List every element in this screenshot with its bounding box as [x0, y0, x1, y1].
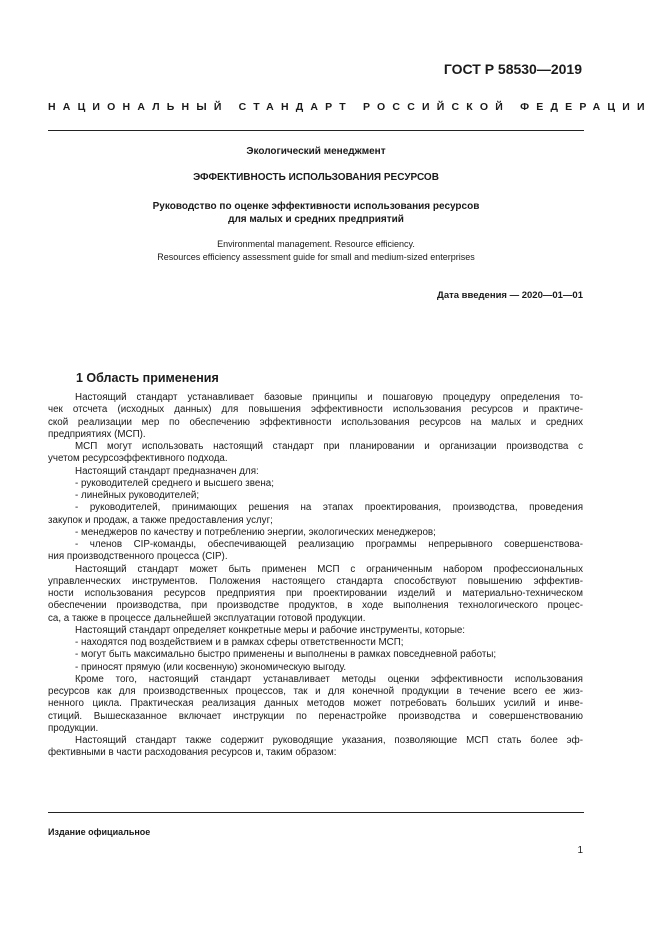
- subtitle-line: Руководство по оценке эффективности использования ресурсов: [152, 201, 480, 212]
- text-line: ской реализации мер по обеспечению эффективности использования ресурсов на малых и средних: [48, 416, 583, 428]
- text-line: обеспечении производства, при производстве продуктов, в ходе выполнения технологического процес-: [48, 600, 583, 612]
- text-line: ресурсов как для производственных процессов, так и для конечной продукции в течение всего ее жиз-: [48, 686, 583, 697]
- text-line: закупок и продаж, а также предоставления услуг;: [48, 514, 273, 526]
- text-line: Настоящий стандарт определяет конкретные меры и рабочие инструменты, которые:: [75, 624, 466, 636]
- bottom-divider: [48, 812, 584, 813]
- text-line: фективными в части расходования ресурсов и, таким образом:: [48, 747, 337, 759]
- section-body: [48, 392, 583, 760]
- text-line: продукции.: [48, 722, 99, 734]
- subtitle-line: для малых и средних предприятий: [228, 214, 404, 225]
- page-number: 1: [577, 845, 583, 856]
- text-line: Настоящий стандарт устанавливает базовые принципы и пошаговую процедуру определения то-: [75, 392, 583, 403]
- text-line: Настоящий стандарт предназначен для:: [75, 465, 259, 477]
- text-line: - руководителей, принимающих решения на этапах проектирования, производства, проведения: [75, 502, 583, 514]
- text-line: Настоящий стандарт может быть применен МСП с ограниченным набором профессиональных: [75, 563, 583, 575]
- text-line: Кроме того, настоящий стандарт устанавливает методы оценки эффективности использования: [75, 673, 583, 685]
- text-line: стиций. Вышесказанное включает инструкции по перенастройке производства и совершенствованию: [48, 710, 583, 722]
- text-line: Настоящий стандарт также содержит руководящие указания, позволяющие МСП стать более эф-: [75, 735, 583, 746]
- text-line: - членов CIP-команды, обеспечивающей реализацию программы непрерывного совершенствова-: [75, 539, 583, 550]
- text-line: учетом ресурсоэффективного подхода.: [48, 453, 228, 465]
- text-line: ности использования ресурсов предприятия при проектировании изделий и материально-техническом: [48, 588, 583, 599]
- section-heading: 1 Область применения: [76, 371, 219, 385]
- text-line: - линейных руководителей;: [75, 490, 200, 501]
- text-line: МСП могут использовать настоящий стандарт при планировании и организации производства с: [75, 441, 583, 452]
- text-line: ния производственного процесса (CIP).: [48, 551, 228, 563]
- national-standard-title: НАЦИОНАЛЬНЫЙ СТАНДАРТ РОССИЙСКОЙ ФЕДЕРАЦИИ: [48, 101, 652, 113]
- text-line: - могут быть максимально быстро применены и выполнены в рамках повседневной работы;: [75, 649, 497, 661]
- english-title-line: Resources efficiency assessment guide for small and medium-sized enterprises: [157, 252, 475, 262]
- document-subtitle: [48, 200, 584, 226]
- document-title: ЭФФЕКТИВНОСТЬ ИСПОЛЬЗОВАНИЯ РЕСУРСОВ: [193, 172, 439, 183]
- english-title-line: Environmental management. Resource efficiency.: [217, 239, 415, 249]
- text-line: - приносят прямую (или косвенную) экономическую выгоду.: [75, 661, 347, 673]
- text-line: чек отсчета (исходных данных) для повышения эффективности использования ресурсов и практиче-: [48, 404, 583, 416]
- edition-note: Издание официальное: [48, 827, 151, 837]
- text-line: предприятиях (МСП).: [48, 428, 146, 440]
- text-line: ненного цикла. Практическая реализация данных методов может потребовать больших усилий и инве-: [48, 698, 583, 710]
- text-line: - находятся под воздействием и в рамках сферы ответственности МСП;: [75, 637, 404, 648]
- text-line: - менеджеров по качеству и потреблению энергии, экологических менеджеров;: [75, 526, 436, 538]
- top-divider: [48, 130, 584, 131]
- gost-number: ГОСТ Р 58530—2019: [443, 61, 582, 77]
- english-title: [48, 238, 584, 264]
- text-line: са, а также в процессе дальнейшей эксплуатации готовой продукции.: [48, 612, 366, 624]
- text-line: управленческих инструментов. Положения настоящего стандарта способствуют повышению эффектив-: [48, 575, 583, 587]
- subject-title: Экологический менеджмент: [246, 146, 386, 157]
- introduction-date: Дата введения — 2020—01—01: [437, 290, 583, 301]
- text-line: - руководителей среднего и высшего звена;: [75, 477, 274, 489]
